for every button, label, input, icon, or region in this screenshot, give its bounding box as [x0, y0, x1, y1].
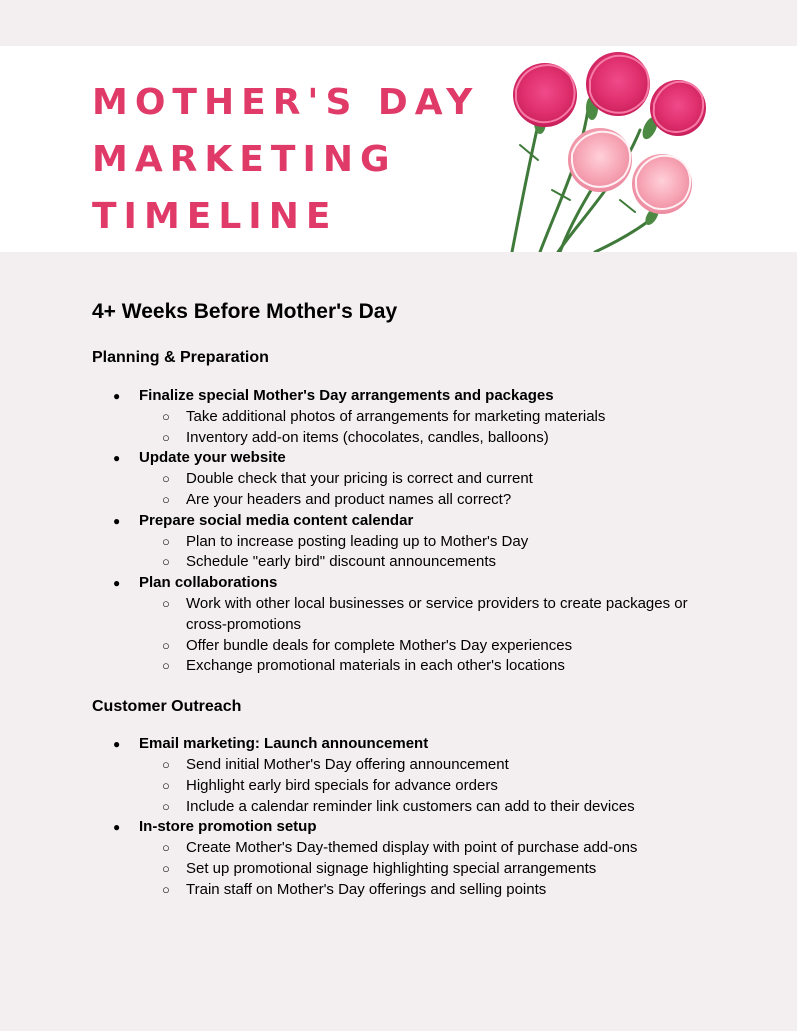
list-item [92, 448, 732, 510]
sub-list [92, 755, 732, 817]
sub-item: ○ Exchange promotional materials in each other's locations [92, 656, 706, 677]
sub-list [92, 469, 732, 511]
sub-item: ○ Plan to increase posting leading up to Mother's Day [92, 532, 706, 553]
list-item [92, 511, 732, 573]
item-title: ● In-store promotion setup [92, 817, 732, 838]
list-item [92, 817, 732, 900]
sub-item: ○ Create Mother's Day-themed display with point of purchase add-ons [92, 838, 706, 859]
sub-item: ○ Schedule "early bird" discount announcements [92, 552, 706, 573]
title-line: MOTHER'S DAY [92, 82, 480, 123]
item-title: ● Update your website [92, 448, 732, 469]
group-heading-outreach: Customer Outreach [92, 698, 242, 716]
sub-item: ○ Inventory add-on items (chocolates, candles, balloons) [92, 428, 706, 449]
group-heading-planning: Planning & Preparation [92, 349, 269, 366]
sub-item: ○ Take additional photos of arrangements for marketing materials [92, 407, 706, 428]
item-title: ● Finalize special Mother's Day arrangements and packages [92, 386, 732, 407]
sub-item: ○ Double check that your pricing is correct and current [92, 469, 706, 490]
outreach-list [92, 734, 732, 900]
sub-item: ○ Set up promotional signage highlighting special arrangements [92, 859, 706, 880]
page-title [92, 74, 479, 245]
item-title: ● Plan collaborations [92, 573, 732, 594]
list-item [92, 573, 732, 677]
carnations-illustration [500, 50, 730, 252]
item-title: ● Email marketing: Launch announcement [92, 734, 732, 755]
sub-item: ○ Work with other local businesses or service providers to create packages or cross-promotions [92, 594, 706, 636]
planning-list [92, 386, 732, 677]
sub-list [92, 532, 732, 574]
sub-list [92, 594, 732, 677]
sub-item: ○ Send initial Mother's Day offering announcement [92, 755, 706, 776]
sub-item: ○ Include a calendar reminder link customers can add to their devices [92, 797, 706, 818]
sub-item: ○ Offer bundle deals for complete Mother's Day experiences [92, 636, 706, 657]
sub-list [92, 407, 732, 449]
sub-item: ○ Train staff on Mother's Day offerings and selling points [92, 880, 706, 901]
item-title: ● Prepare social media content calendar [92, 511, 732, 532]
title-line: MARKETING [92, 139, 397, 180]
sub-item: ○ Are your headers and product names all correct? [92, 490, 706, 511]
sub-item: ○ Highlight early bird specials for advance orders [92, 776, 706, 797]
timeline-content [92, 296, 732, 901]
section-heading: 4+ Weeks Before Mother's Day [92, 300, 398, 323]
sub-list [92, 838, 732, 900]
title-line: TIMELINE [92, 196, 338, 237]
list-item [92, 386, 732, 448]
list-item [92, 734, 732, 817]
